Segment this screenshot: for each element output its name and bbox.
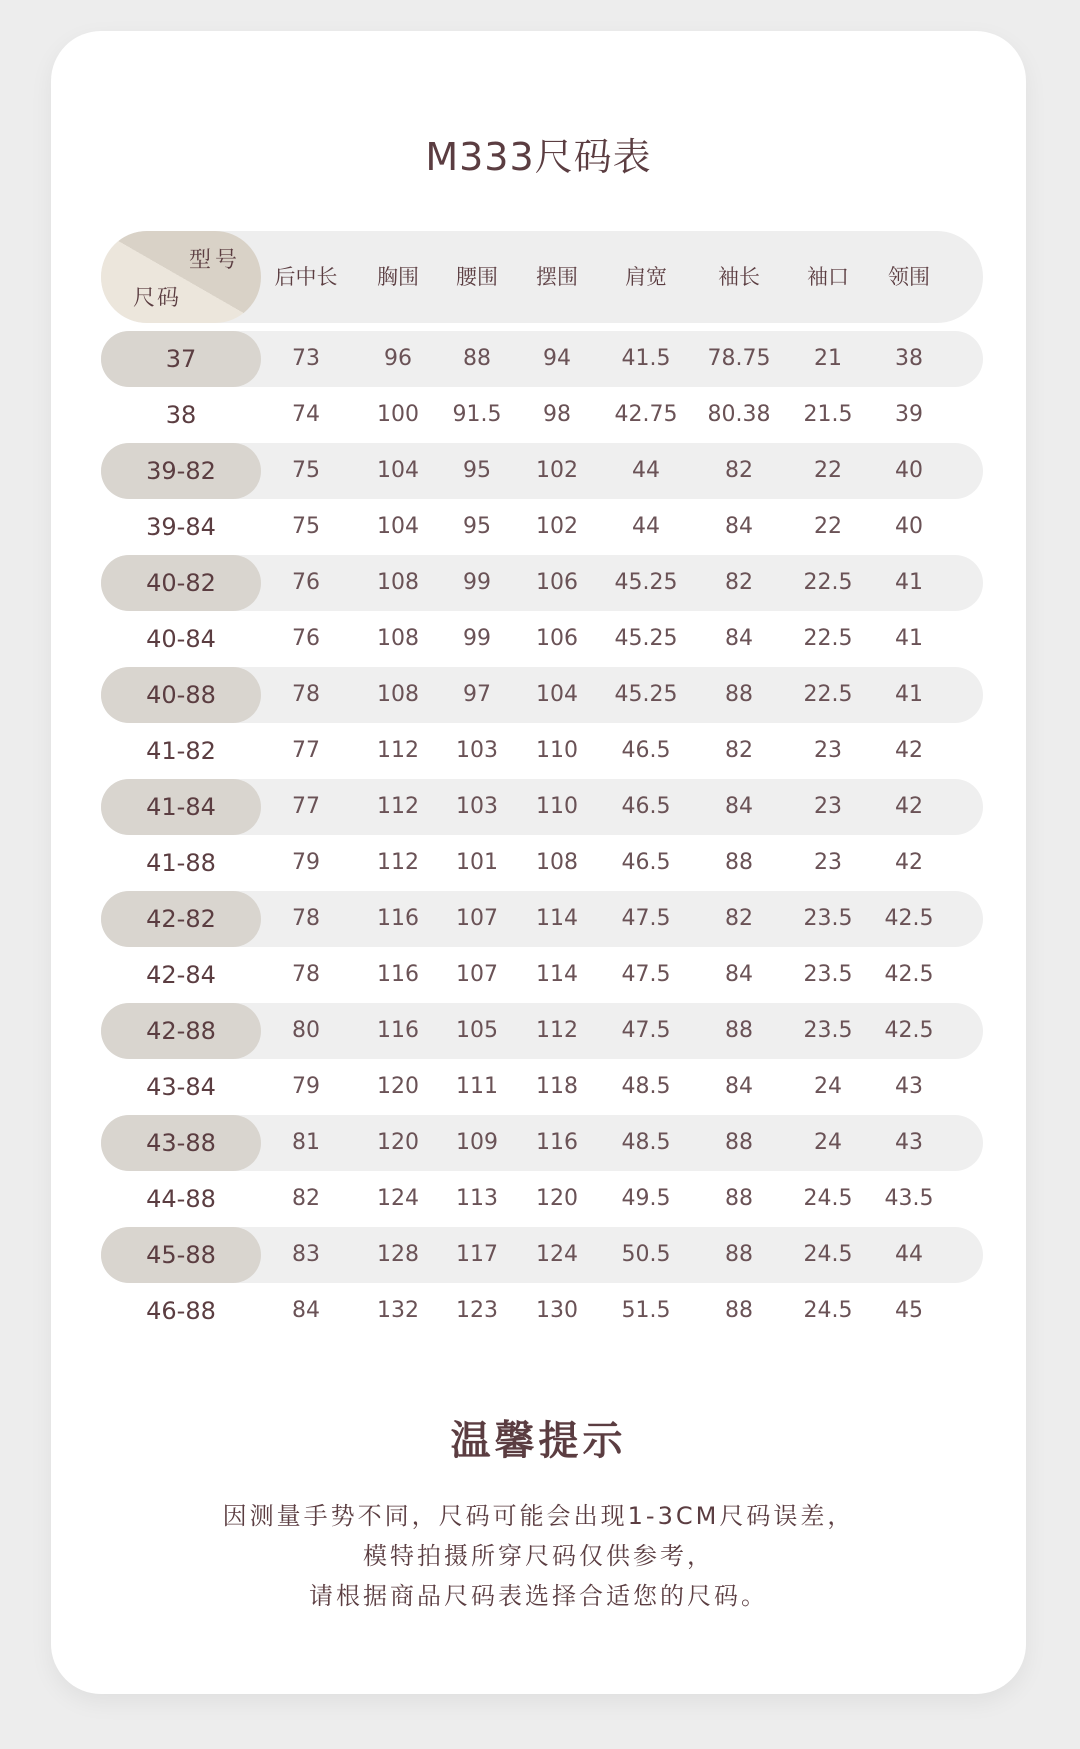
column-header: 袖口 [807,265,849,289]
header-size-label: 尺码 [133,286,182,311]
table-row [101,1003,983,1059]
table-cell: 84 [292,1298,320,1323]
table-cell: 106 [536,626,578,651]
size-label: 41-84 [101,779,261,835]
table-row [101,1059,983,1115]
table-cell: 108 [377,570,419,595]
table-cell: 78 [292,682,320,707]
table-cell: 80 [292,1018,320,1043]
table-cell: 95 [463,514,491,539]
table-row [101,331,983,387]
table-cell: 24.5 [803,1298,853,1323]
table-cell: 88 [725,1186,753,1211]
table-cell: 76 [292,570,320,595]
table-cell: 78 [292,962,320,987]
table-cell: 99 [463,570,491,595]
table-cell: 108 [377,682,419,707]
size-label: 42-88 [101,1003,261,1059]
size-label: 44-88 [146,1185,216,1213]
table-cell: 50.5 [621,1242,671,1267]
table-cell: 88 [725,1130,753,1155]
table-cell: 46.5 [621,738,671,763]
table-cell: 116 [377,906,419,931]
column-header: 腰围 [456,265,498,289]
table-row [101,1171,983,1227]
table-cell: 111 [456,1074,498,1099]
table-cell: 42 [895,794,923,819]
table-cell: 82 [725,906,753,931]
table-cell: 42 [895,738,923,763]
table-cell: 41.5 [621,346,671,371]
table-cell: 76 [292,626,320,651]
table-cell: 22 [814,514,842,539]
table-cell: 95 [463,458,491,483]
table-cell: 42.75 [614,402,678,427]
table-row [101,611,983,667]
table-cell: 112 [377,738,419,763]
table-cell: 88 [463,346,491,371]
table-cell: 123 [456,1298,498,1323]
table-cell: 24.5 [803,1186,853,1211]
table-cell: 116 [377,962,419,987]
table-row [101,947,983,1003]
table-cell: 104 [536,682,578,707]
table-cell: 41 [895,682,923,707]
size-label: 43-88 [101,1115,261,1171]
table-cell: 81 [292,1130,320,1155]
table-cell: 88 [725,1298,753,1323]
table-cell: 116 [536,1130,578,1155]
table-cell: 130 [536,1298,578,1323]
table-cell: 48.5 [621,1130,671,1155]
table-row [101,835,983,891]
table-cell: 44 [895,1242,923,1267]
table-cell: 79 [292,850,320,875]
table-cell: 40 [895,458,923,483]
table-cell: 47.5 [621,1018,671,1043]
table-cell: 107 [456,906,498,931]
table-row [101,1227,983,1283]
table-cell: 112 [536,1018,578,1043]
size-label: 43-84 [146,1073,216,1101]
table-cell: 102 [536,514,578,539]
table-cell: 73 [292,346,320,371]
table-cell: 116 [377,1018,419,1043]
table-cell: 42.5 [884,906,934,931]
table-cell: 24 [814,1130,842,1155]
table-cell: 46.5 [621,850,671,875]
size-label: 40-82 [101,555,261,611]
table-cell: 21 [814,346,842,371]
table-cell: 108 [377,626,419,651]
table-cell: 49.5 [621,1186,671,1211]
table-cell: 23 [814,794,842,819]
table-cell: 22.5 [803,626,853,651]
table-cell: 120 [377,1130,419,1155]
table-cell: 88 [725,850,753,875]
table-cell: 77 [292,794,320,819]
table-row [101,443,983,499]
size-label: 38 [165,401,197,429]
table-cell: 84 [725,514,753,539]
table-cell: 23.5 [803,962,853,987]
table-cell: 118 [536,1074,578,1099]
table-cell: 83 [292,1242,320,1267]
table-cell: 24.5 [803,1242,853,1267]
size-label: 42-82 [101,891,261,947]
table-cell: 48.5 [621,1074,671,1099]
table-cell: 42 [895,850,923,875]
tips-title: 温馨提示 [450,1418,627,1464]
table-cell: 46.5 [621,794,671,819]
table-cell: 103 [456,794,498,819]
table-cell: 106 [536,570,578,595]
table-cell: 100 [377,402,419,427]
column-header: 袖长 [718,265,760,289]
table-cell: 112 [377,794,419,819]
table-cell: 38 [895,346,923,371]
table-cell: 97 [463,682,491,707]
table-cell: 113 [456,1186,498,1211]
table-cell: 75 [292,514,320,539]
table-cell: 110 [536,738,578,763]
table-cell: 47.5 [621,962,671,987]
table-cell: 78.75 [707,346,771,371]
table-cell: 82 [725,738,753,763]
table-cell: 101 [456,850,498,875]
table-cell: 22.5 [803,682,853,707]
table-cell: 109 [456,1130,498,1155]
header-corner [101,231,261,323]
table-cell: 44 [632,458,660,483]
table-cell: 104 [377,514,419,539]
table-cell: 42.5 [884,1018,934,1043]
table-cell: 132 [377,1298,419,1323]
table-cell: 82 [725,458,753,483]
table-cell: 114 [536,962,578,987]
table-cell: 21.5 [803,402,853,427]
table-cell: 103 [456,738,498,763]
size-label: 45-88 [101,1227,261,1283]
size-label: 42-84 [146,961,216,989]
table-cell: 98 [543,402,571,427]
table-cell: 91.5 [452,402,502,427]
table-cell: 124 [377,1186,419,1211]
table-cell: 41 [895,626,923,651]
table-cell: 82 [725,570,753,595]
table-cell: 45.25 [614,682,678,707]
table-row [101,667,983,723]
column-header: 摆围 [536,265,578,289]
table-cell: 40 [895,514,923,539]
size-table [101,231,983,1339]
table-cell: 77 [292,738,320,763]
table-cell: 84 [725,962,753,987]
header-model-label: 型号 [188,248,241,273]
table-cell: 22 [814,458,842,483]
table-cell: 120 [377,1074,419,1099]
table-cell: 114 [536,906,578,931]
column-header: 后中长 [274,265,338,289]
table-cell: 96 [384,346,412,371]
table-cell: 84 [725,794,753,819]
table-cell: 88 [725,682,753,707]
table-cell: 23.5 [803,1018,853,1043]
table-cell: 112 [377,850,419,875]
table-cell: 24 [814,1074,842,1099]
size-label: 40-84 [146,625,216,653]
table-cell: 42.5 [884,962,934,987]
table-cell: 80.38 [707,402,771,427]
table-cell: 79 [292,1074,320,1099]
table-cell: 39 [895,402,923,427]
size-chart-card [51,31,1026,1694]
table-cell: 45.25 [614,626,678,651]
table-body [101,331,983,1339]
table-row [101,891,983,947]
tips-line: 模特拍摄所穿尺码仅供参考， [363,1542,714,1570]
table-cell: 117 [456,1242,498,1267]
table-row [101,499,983,555]
table-row [101,1283,983,1339]
table-cell: 128 [377,1242,419,1267]
table-cell: 120 [536,1186,578,1211]
table-cell: 94 [543,346,571,371]
table-cell: 107 [456,962,498,987]
tips-text [51,1496,1026,1616]
table-cell: 82 [292,1186,320,1211]
column-header: 胸围 [377,265,419,289]
table-cell: 51.5 [621,1298,671,1323]
table-row [101,1115,983,1171]
table-row [101,723,983,779]
size-label: 39-84 [146,513,216,541]
size-label: 39-82 [101,443,261,499]
table-cell: 45 [895,1298,923,1323]
table-cell: 74 [292,402,320,427]
table-cell: 75 [292,458,320,483]
table-cell: 124 [536,1242,578,1267]
page-title: M333尺码表 [425,135,652,179]
table-cell: 41 [895,570,923,595]
table-cell: 105 [456,1018,498,1043]
tips-line: 请根据商品尺码表选择合适您的尺码。 [309,1582,768,1610]
table-cell: 23 [814,850,842,875]
column-header: 领围 [888,265,930,289]
size-label: 37 [101,331,261,387]
table-cell: 88 [725,1242,753,1267]
table-cell: 99 [463,626,491,651]
table-cell: 102 [536,458,578,483]
table-cell: 110 [536,794,578,819]
table-cell: 88 [725,1018,753,1043]
table-cell: 47.5 [621,906,671,931]
size-label: 46-88 [146,1297,216,1325]
table-cell: 78 [292,906,320,931]
table-row [101,555,983,611]
table-cell: 43 [895,1074,923,1099]
table-cell: 23.5 [803,906,853,931]
table-row [101,779,983,835]
table-cell: 84 [725,626,753,651]
size-label: 41-82 [146,737,216,765]
size-label: 41-88 [146,849,216,877]
table-row [101,387,983,443]
size-label: 40-88 [101,667,261,723]
table-cell: 45.25 [614,570,678,595]
table-cell: 22.5 [803,570,853,595]
tips-line: 因测量手势不同，尺码可能会出现1-3CM尺码误差， [222,1502,855,1530]
table-cell: 108 [536,850,578,875]
table-cell: 23 [814,738,842,763]
table-cell: 84 [725,1074,753,1099]
column-header: 肩宽 [625,265,667,289]
table-header [101,231,983,323]
table-cell: 43 [895,1130,923,1155]
table-cell: 104 [377,458,419,483]
table-cell: 44 [632,514,660,539]
table-cell: 43.5 [884,1186,934,1211]
